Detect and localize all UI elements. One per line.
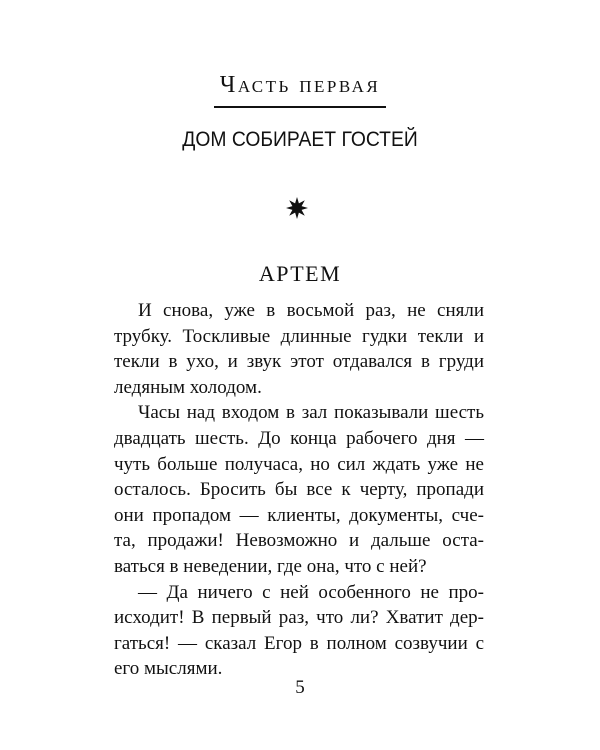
text-line: трубку. Тоскливые длинные гудки текли и xyxy=(114,325,484,347)
body-text xyxy=(114,298,484,682)
text-line: текли в ухо, и звук этот отдавался в груди xyxy=(114,351,484,373)
text-line: гаться! — сказал Егор в полном созвучии с xyxy=(114,632,484,654)
text-line: — Да ничего с ней особенного не про- xyxy=(138,581,484,603)
text-line: Часы над входом в зал показывали шесть xyxy=(138,402,484,424)
eight-point-star-icon xyxy=(286,197,308,219)
text-line: двадцать шесть. До конца рабочего дня — xyxy=(114,427,484,449)
chapter-title: ДОМ СОБИРАЕТ ГОСТЕЙ xyxy=(182,128,418,151)
text-line: его мыслями. xyxy=(114,658,223,680)
text-line: та, продажи! Невозможно и дальше оста- xyxy=(114,530,484,552)
text-line: осталось. Бросить бы все к черту, пропади xyxy=(114,479,484,501)
section-title: АРТЕМ xyxy=(258,261,342,286)
text-line: исходит! В первый раз, что ли? Хватит дер- xyxy=(114,607,484,629)
text-line: ледяным холодом. xyxy=(114,376,262,398)
text-line: они пропадом — клиенты, документы, сче- xyxy=(114,504,484,526)
part-title: Часть первая xyxy=(219,72,381,98)
text-line: ваться в неведении, где она, что с ней? xyxy=(114,555,427,577)
text-line: И снова, уже в восьмой раз, не сняли xyxy=(138,300,484,321)
text-line: чуть больше получаса, но сил ждать уже не xyxy=(114,453,484,475)
page-number: 5 xyxy=(295,677,305,698)
part-title-underline xyxy=(214,106,386,108)
